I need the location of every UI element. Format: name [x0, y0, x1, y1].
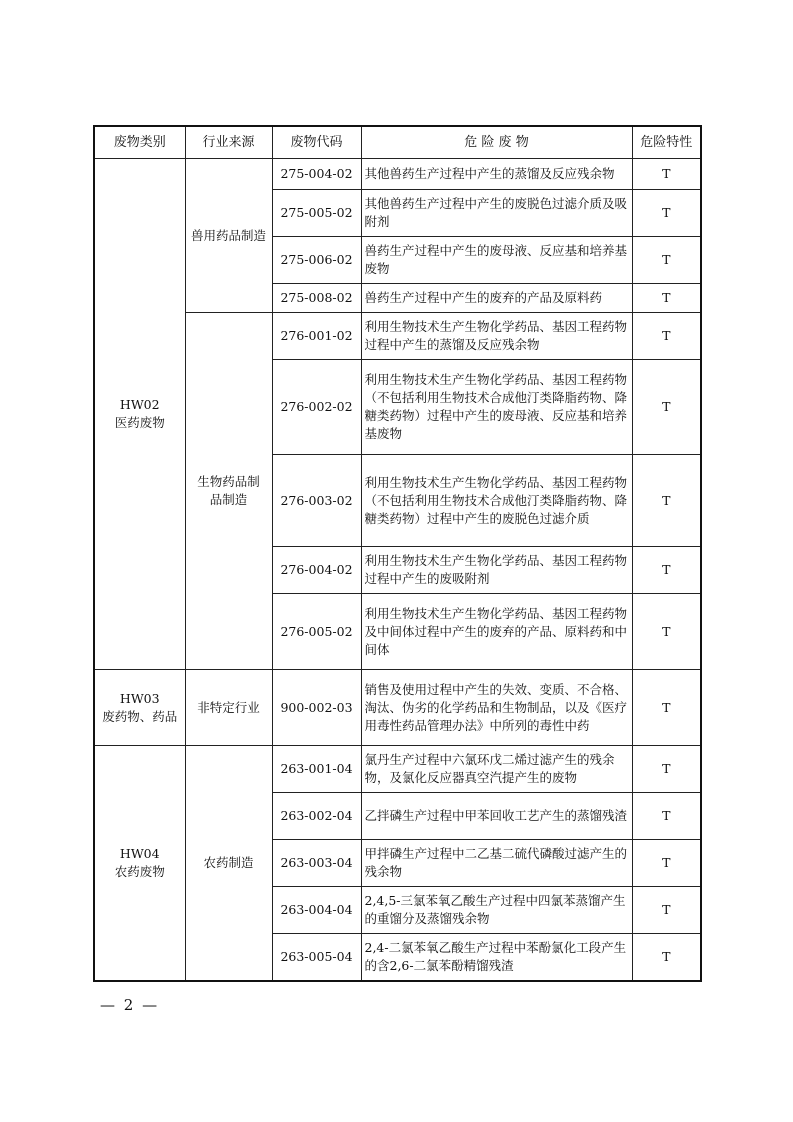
source-cell: 非特定行业: [185, 670, 272, 746]
category-code: HW04: [119, 845, 160, 861]
waste-desc-cell: 利用生物技术生产生物化学药品、基因工程药物（不包括利用生物技术合成他汀类降脂药物、降糖类药物）过程中产生的废脱色过滤介质: [361, 455, 632, 547]
property-cell: T: [632, 360, 701, 455]
page-number: — 2 —: [100, 996, 160, 1014]
source-cell: 生物药品制品制造: [185, 313, 272, 670]
waste-desc-cell: 利用生物技术生产生物化学药品、基因工程药物过程中产生的废吸附剂: [361, 547, 632, 594]
code-cell: 263-005-04: [272, 934, 361, 981]
table-header-row: [94, 126, 701, 159]
source-cell: 农药制造: [185, 746, 272, 981]
table-row: [94, 159, 701, 190]
property-cell: T: [632, 934, 701, 981]
waste-desc-cell: 2,4,5-三氯苯氧乙酸生产过程中四氯苯蒸馏产生的重馏分及蒸馏残余物: [361, 887, 632, 934]
property-cell: T: [632, 237, 701, 284]
table-row: [94, 670, 701, 746]
header-category: 废物类别: [94, 126, 185, 159]
header-code: 废物代码: [272, 126, 361, 159]
code-cell: 276-003-02: [272, 455, 361, 547]
table-row: [94, 313, 701, 360]
waste-desc-cell: 销售及使用过程中产生的失效、变质、不合格、淘汰、伪劣的化学药品和生物制品，以及《医疗用毒性药品管理办法》中所列的毒性中药: [361, 670, 632, 746]
waste-desc-cell: 甲拌磷生产过程中二乙基二硫代磷酸过滤产生的残余物: [361, 840, 632, 887]
property-cell: T: [632, 887, 701, 934]
property-cell: T: [632, 547, 701, 594]
code-cell: 900-002-03: [272, 670, 361, 746]
code-cell: 263-002-04: [272, 793, 361, 840]
property-cell: T: [632, 455, 701, 547]
header-waste: 危 险 废 物: [361, 126, 632, 159]
code-cell: 263-001-04: [272, 746, 361, 793]
property-cell: T: [632, 670, 701, 746]
category-code: HW03: [119, 690, 160, 706]
property-cell: T: [632, 793, 701, 840]
property-cell: T: [632, 840, 701, 887]
code-cell: 276-001-02: [272, 313, 361, 360]
code-cell: 263-004-04: [272, 887, 361, 934]
table-row: [94, 746, 701, 793]
source-cell: 兽用药品制造: [185, 159, 272, 313]
waste-desc-cell: 利用生物技术生产生物化学药品、基因工程药物过程中产生的蒸馏及反应残余物: [361, 313, 632, 360]
category-name: 医药废物: [114, 415, 165, 430]
code-cell: 275-004-02: [272, 159, 361, 190]
code-cell: 263-003-04: [272, 840, 361, 887]
category-code: HW02: [119, 397, 160, 412]
waste-desc-cell: 兽药生产过程中产生的废弃的产品及原料药: [361, 284, 632, 313]
category-cell-hw04: [94, 746, 185, 981]
code-cell: 276-005-02: [272, 594, 361, 670]
property-cell: T: [632, 746, 701, 793]
waste-desc-cell: 乙拌磷生产过程中甲苯回收工艺产生的蒸馏残渣: [361, 793, 632, 840]
property-cell: T: [632, 159, 701, 190]
category-name: 农药废物: [114, 863, 165, 879]
waste-desc-cell: 其他兽药生产过程中产生的蒸馏及反应残余物: [361, 159, 632, 190]
waste-desc-cell: 氯丹生产过程中六氯环戊二烯过滤产生的残余物，及氯化反应器真空汽提产生的废物: [361, 746, 632, 793]
property-cell: T: [632, 594, 701, 670]
waste-desc-cell: 利用生物技术生产生物化学药品、基因工程药物（不包括利用生物技术合成他汀类降脂药物、降糖类药物）过程中产生的废母液、反应基和培养基废物: [361, 360, 632, 455]
category-cell-hw03: [94, 670, 185, 746]
property-cell: T: [632, 284, 701, 313]
property-cell: T: [632, 190, 701, 237]
code-cell: 275-006-02: [272, 237, 361, 284]
category-name: 废药物、药品: [102, 708, 178, 724]
header-source: 行业来源: [185, 126, 272, 159]
waste-desc-cell: 其他兽药生产过程中产生的废脱色过滤介质及吸附剂: [361, 190, 632, 237]
header-property: 危险特性: [632, 126, 701, 159]
code-cell: 276-002-02: [272, 360, 361, 455]
waste-desc-cell: 利用生物技术生产生物化学药品、基因工程药物及中间体过程中产生的废弃的产品、原料药和中间体: [361, 594, 632, 670]
category-cell-hw02: [94, 159, 185, 670]
code-cell: 275-005-02: [272, 190, 361, 237]
code-cell: 276-004-02: [272, 547, 361, 594]
code-cell: 275-008-02: [272, 284, 361, 313]
waste-desc-cell: 兽药生产过程中产生的废母液、反应基和培养基废物: [361, 237, 632, 284]
hazardous-waste-table: [93, 125, 702, 982]
property-cell: T: [632, 313, 701, 360]
waste-desc-cell: 2,4-二氯苯氧乙酸生产过程中苯酚氯化工段产生的含2,6-二氯苯酚精馏残渣: [361, 934, 632, 981]
